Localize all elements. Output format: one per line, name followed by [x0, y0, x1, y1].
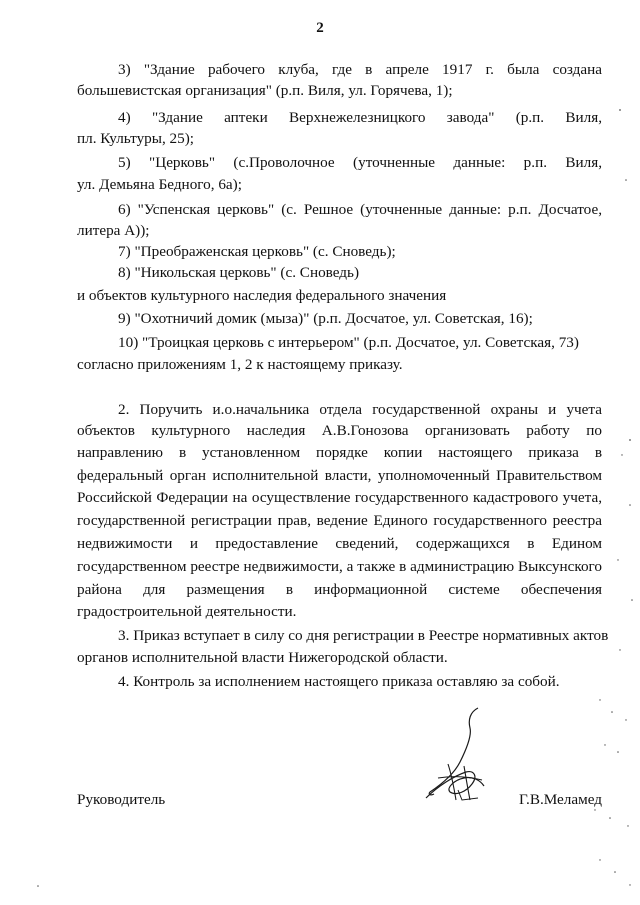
paragraph-2-line-9: района для размещения в информационной системе обеспечения [77, 581, 602, 598]
item-3-line-1: 3) "Здание рабочего клуба, где в апреле 1917 г. была создана [118, 61, 602, 78]
item-9: 9) "Охотничий домик (мыза)" (р.п. Досчатое, ул. Советская, 16); [118, 310, 533, 327]
item-10: 10) "Троицкая церковь с интерьером" (р.п. Досчатое, ул. Советская, 73) [118, 334, 579, 351]
item-7: 7) "Преображенская церковь" (с. Сноведь); [118, 243, 396, 260]
item-6-line-2: литера А)); [77, 222, 150, 239]
paragraph-2-line-1: 2. Поручить и.о.начальника отдела государственной охраны и учета [118, 401, 602, 418]
paragraph-2-line-7: недвижимости и предоставление сведений, содержащихся в Едином [77, 535, 602, 552]
signatory-position: Руководитель [77, 791, 166, 808]
item-3-line-2: большевистская организация" (р.п. Виля, ул. Горячева, 1); [77, 82, 453, 99]
paragraph-2-line-2: объектов культурного наследия А.В.Гонозова организовать работу по [77, 422, 602, 439]
paragraph-2-line-10: градостроительной деятельности. [77, 603, 297, 620]
paragraph-2-line-8: государственном реестре недвижимости, а также в администрацию Выксунского [77, 558, 602, 575]
paragraph-3-line-1: 3. Приказ вступает в силу со дня регистрации в Реестре нормативных актов [118, 627, 609, 644]
paragraph-4: 4. Контроль за исполнением настоящего приказа оставляю за собой. [118, 673, 560, 690]
item-4-line-1: 4) "Здание аптеки Верхнежелезницкого завода" (р.п. Виля, [118, 109, 602, 126]
paragraph-2-line-5: Российской Федерации на осуществление государственного кадастрового учета, [77, 489, 602, 506]
item-5-line-1: 5) "Церковь" (с.Проволочное (уточненные данные: р.п. Виля, [118, 154, 602, 171]
page-number: 2 [316, 20, 324, 36]
paragraph-3-line-2: органов исполнительной власти Нижегородской области. [77, 649, 448, 666]
appendix-reference: согласно приложениям 1, 2 к настоящему приказу. [77, 356, 403, 373]
item-4-line-2: пл. Культуры, 25); [77, 130, 195, 147]
federal-heritage-heading: и объектов культурного наследия федерального значения [77, 287, 447, 304]
item-5-line-2: ул. Демьяна Бедного, 6а); [77, 176, 242, 193]
signatory-name: Г.В.Меламед [518, 791, 602, 808]
item-8: 8) "Никольская церковь" (с. Сноведь) [118, 264, 359, 281]
paragraph-2-line-4: федеральный орган исполнительной власти, уполномоченный Правительством [77, 467, 602, 484]
paragraph-2-line-6: государственной регистрации прав, ведение Единого государственного реестра [77, 512, 602, 529]
item-6-line-1: 6) "Успенская церковь" (с. Решное (уточненные данные: р.п. Досчатое, [118, 201, 602, 218]
paragraph-2-line-3: направлению в установленном порядке копии настоящего приказа в [77, 444, 602, 461]
